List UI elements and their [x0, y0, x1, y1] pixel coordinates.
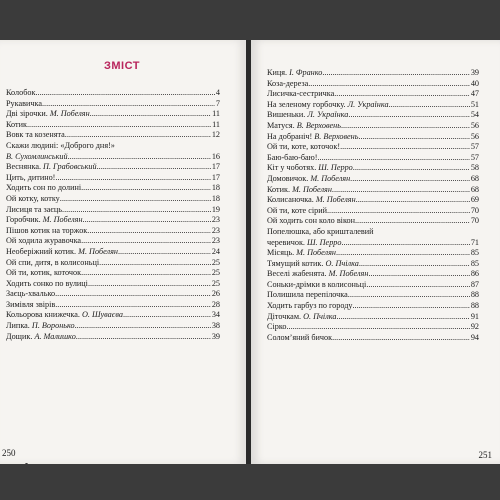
toc-entry-title: Киця. І. Франко [267, 68, 323, 77]
dot-leader [355, 216, 470, 227]
toc-entry [267, 322, 479, 333]
toc-entry-title: Горобчик. М. Побелян [6, 215, 83, 225]
dot-leader [60, 194, 211, 205]
toc-entry [6, 332, 220, 343]
toc-entry [6, 130, 220, 141]
toc-entry-author: П. Воронько [31, 321, 75, 331]
toc-entry-title: Солом’яний бичок [267, 332, 333, 342]
dot-leader [83, 215, 211, 226]
dot-leader [322, 68, 469, 79]
toc-entry-page: 16 [211, 151, 220, 161]
toc-entry [267, 333, 479, 344]
toc-entry-page: 69 [470, 195, 479, 205]
toc-entry-page: 25 [211, 257, 220, 267]
dot-leader [341, 121, 470, 132]
toc-entry-page: 56 [470, 131, 479, 141]
toc-entry-author: В. Сухомлинський [6, 151, 68, 161]
toc-entry-page: 91 [470, 311, 479, 321]
toc-entry [6, 109, 220, 120]
toc-entry-page: 85 [470, 258, 479, 268]
toc-entry [6, 99, 220, 110]
toc-entry [6, 162, 220, 173]
dot-leader [359, 259, 470, 270]
toc-entry-author: В. Верховень [314, 131, 359, 141]
toc-entry-author: А. Малишко [34, 331, 76, 341]
dot-leader [75, 321, 211, 332]
toc-entry-page: 12 [211, 130, 220, 140]
toc-entry-title: Тямущий котик. О. Пчілка [267, 258, 359, 268]
dot-leader [55, 173, 210, 184]
toc-entry-title: Липка. П. Воронько [6, 321, 75, 331]
toc-entry-page: 71 [470, 237, 479, 247]
dot-leader [352, 301, 469, 312]
dot-leader [336, 312, 469, 323]
toc-entry-title: Лисичка-сестричка [267, 89, 335, 99]
toc-right [267, 68, 479, 343]
toc-entry [267, 227, 479, 238]
dot-leader [358, 132, 469, 143]
dot-leader [65, 130, 211, 141]
toc-entry [6, 268, 220, 279]
toc-entry-title: Заєць-хвалько [6, 289, 56, 299]
toc-entry-title: Вишеньки. Л. Українка [267, 110, 349, 120]
toc-entry-title: Ой котку, котку [6, 193, 60, 203]
toc-entry-page: 87 [470, 279, 479, 289]
toc-entry-page: 85 [470, 248, 479, 258]
toc-entry-page: 17 [211, 162, 220, 172]
dot-leader [118, 247, 211, 258]
toc-entry-title: Баю-баю-баю! [267, 152, 318, 162]
toc-entry-page: 11 [212, 109, 220, 119]
toc-entry-title: Колисаночка. М. Побелян [267, 195, 356, 205]
dot-leader [81, 183, 211, 194]
dot-leader [341, 238, 469, 249]
toc-entry-author: М. Побелян [296, 248, 336, 258]
dot-leader [336, 248, 470, 259]
toc-entry-author: М. Побелян [315, 195, 356, 205]
toc-entry-title: Лисиця та заєць [6, 204, 63, 214]
toc-entry-page: 68 [470, 184, 479, 194]
toc-entry-page: 25 [211, 268, 220, 278]
toc-entry [6, 88, 220, 99]
toc-entry [267, 89, 479, 100]
toc-entry-title: Пішов котик на торжок [6, 225, 88, 235]
toc-entry [267, 248, 479, 259]
toc-entry-author: В. Верховень [296, 120, 341, 130]
toc-entry-page: 23 [211, 225, 220, 235]
toc-entry-title: черевичок. Ш. Перро [267, 237, 342, 247]
toc-entry [6, 215, 220, 226]
toc-entry [6, 258, 220, 269]
toc-entry-title: Необеріжний котик. М. Побелян [6, 246, 118, 256]
dot-leader [356, 195, 470, 206]
toc-entry-title: Скажи людині: «Доброго дня!» [6, 140, 115, 150]
toc-entry-author: Ш. Перро [307, 237, 342, 247]
toc-left [6, 88, 220, 342]
dot-leader [334, 89, 470, 100]
toc-entry [6, 183, 220, 194]
toc-entry-title: Ой спи, дитя, в колисоньці [6, 257, 100, 267]
toc-entry [267, 269, 479, 280]
toc-entry-title: Ходить гарбуз по городу [267, 301, 353, 311]
toc-entry-page: 92 [470, 322, 479, 332]
toc-entry-title: Полишила перепілочка [267, 290, 348, 300]
dot-leader [348, 110, 469, 121]
toc-entry-title: Веснянка. П. Грабовський [6, 162, 97, 172]
toc-entry-page: 58 [470, 163, 479, 173]
toc-entry-author: М. Побелян [310, 173, 351, 183]
toc-entry-author: О. Пчілка [325, 258, 359, 268]
dot-leader [123, 310, 211, 321]
dot-leader [287, 322, 470, 333]
toc-entry [6, 321, 220, 332]
toc-entry-page: 56 [470, 120, 479, 130]
toc-entry-title: Коза-дереза [267, 78, 309, 88]
dot-leader [332, 333, 470, 344]
toc-entry-page: 24 [211, 246, 220, 256]
toc-entry-author: Ш. Перро [318, 163, 353, 173]
dot-leader [340, 142, 470, 153]
toc-entry-page: 57 [470, 152, 479, 162]
page-number-left: 250 [2, 448, 16, 458]
toc-entry-title: Діточкам. О. Пчілка [267, 311, 337, 321]
toc-entry-title: Сірко [267, 322, 287, 332]
toc-entry-page: 26 [211, 289, 220, 299]
toc-entry [267, 68, 479, 79]
toc-entry [6, 236, 220, 247]
toc-entry-author: М. Побелян [42, 215, 83, 225]
toc-entry-page: 18 [211, 183, 220, 193]
dot-leader [87, 226, 211, 237]
contents-title: ЗМІСТ [104, 60, 140, 72]
toc-entry [6, 173, 220, 184]
toc-entry [6, 141, 220, 152]
dot-leader [90, 109, 211, 120]
toc-entry-page: 70 [470, 216, 479, 226]
toc-entry-author: І. Франко [289, 68, 323, 77]
toc-entry-title: Ой ти, котик, коточок [6, 268, 82, 278]
dot-leader [332, 185, 470, 196]
toc-entry-title: Рукавичка [6, 98, 42, 108]
toc-entry [267, 301, 479, 312]
toc-entry-title: Місяць. М. Побелян [267, 248, 336, 258]
toc-entry-page: 47 [470, 89, 479, 99]
toc-entry-page: 70 [470, 205, 479, 215]
toc-entry-author: М. Побелян [328, 269, 369, 279]
toc-entry [267, 312, 479, 323]
toc-entry [267, 79, 479, 90]
toc-entry [6, 194, 220, 205]
toc-entry-title: Зимівля звірів [6, 299, 56, 309]
toc-entry-title: Котик. М. Побелян [267, 184, 332, 194]
page-mark [25, 463, 28, 464]
dot-leader [366, 280, 470, 291]
toc-entry-title: Попелюшка, або кришталевий [267, 226, 374, 236]
toc-entry-title: Ой ходила журавочка [6, 236, 82, 246]
toc-entry-page: 57 [470, 142, 479, 152]
toc-entry-page: 11 [212, 119, 220, 129]
toc-entry-author: Л. Українка [347, 99, 389, 109]
toc-entry-page: 23 [211, 215, 220, 225]
toc-entry-title: Соньки-дрімки в колисоньці [267, 279, 367, 289]
toc-entry-page: 68 [470, 173, 479, 183]
toc-entry-page: 4 [215, 88, 220, 97]
toc-entry-title: Ходить сонко по вулиці [6, 278, 88, 288]
toc-entry-title: Кіт у чоботях. Ш. Перро [267, 163, 353, 173]
toc-entry-page: 88 [470, 290, 479, 300]
toc-entry [267, 290, 479, 301]
toc-entry [267, 259, 479, 270]
dot-leader [327, 206, 470, 217]
dot-leader [55, 300, 211, 311]
toc-entry-page: 88 [470, 301, 479, 311]
toc-entry-page: 38 [211, 321, 220, 331]
toc-entry-title: Цить, дитино! [6, 172, 56, 182]
toc-entry-title: Ходить сон по долині [6, 183, 82, 193]
toc-entry-title: Кольорова книжечка. О. Шуваєва [6, 310, 123, 320]
toc-entry [267, 206, 479, 217]
dot-leader [317, 153, 469, 164]
toc-entry [267, 132, 479, 143]
toc-entry-page: 51 [470, 99, 479, 109]
dot-leader [35, 88, 214, 99]
toc-entry-page: 19 [211, 204, 220, 214]
toc-entry [6, 247, 220, 258]
toc-entry-page: 28 [211, 299, 220, 309]
toc-entry [267, 280, 479, 291]
toc-entry [6, 279, 220, 290]
toc-entry [267, 185, 479, 196]
toc-entry [267, 238, 479, 249]
dot-leader [68, 152, 211, 163]
toc-entry-title: Ой ти, коте сірий [267, 205, 327, 215]
toc-entry-page: 34 [211, 310, 220, 320]
dot-leader [368, 269, 469, 280]
toc-entry-title: На добраніч! В. Верховень [267, 131, 359, 141]
toc-entry-author: П. Грабовський [43, 162, 97, 172]
dot-leader [55, 289, 211, 300]
toc-entry [6, 120, 220, 131]
toc-entry-title: Ой ходить сон коло вікон [267, 216, 355, 226]
dot-leader [99, 258, 211, 269]
dot-leader [62, 205, 211, 216]
toc-entry-title: Дощик. А. Малишко [6, 331, 76, 341]
toc-entry-title [6, 152, 68, 163]
toc-entry [267, 110, 479, 121]
toc-entry-author: Л. Українка [307, 110, 349, 120]
toc-entry [267, 142, 479, 153]
toc-entry-author: О. Шуваєва [82, 310, 123, 320]
toc-entry-page: 86 [470, 269, 479, 279]
dot-leader [27, 120, 211, 131]
toc-entry [267, 174, 479, 185]
toc-entry [6, 205, 220, 216]
toc-entry-title: Дві зірочки. М. Побелян [6, 109, 90, 119]
toc-entry-title: Вовк та козенята [6, 130, 65, 140]
toc-entry-page: 40 [470, 78, 479, 88]
toc-entry [6, 226, 220, 237]
toc-entry-page: 7 [215, 98, 220, 108]
toc-entry-page: 23 [211, 236, 220, 246]
dot-leader [353, 163, 470, 174]
toc-entry [267, 100, 479, 111]
toc-entry-page: 17 [211, 172, 220, 182]
toc-entry [6, 310, 220, 321]
toc-entry-title: На зеленому горбочку. Л. Українка [267, 99, 389, 109]
toc-entry [6, 300, 220, 311]
toc-entry [267, 153, 479, 164]
toc-entry [267, 216, 479, 227]
toc-entry-title: Веселі жабенята. М. Побелян [267, 269, 369, 279]
toc-entry-page: 18 [211, 193, 220, 203]
dot-leader [42, 99, 215, 110]
toc-entry [267, 121, 479, 132]
toc-entry-author: О. Пчілка [303, 311, 337, 321]
toc-entry [6, 152, 220, 163]
dot-leader [308, 79, 470, 90]
dot-leader [350, 174, 470, 185]
toc-entry-page: 94 [470, 332, 479, 342]
toc-entry-title: Колобок [6, 88, 36, 97]
dot-leader [81, 268, 211, 279]
toc-entry-title: Домовичок. М. Побелян [267, 173, 351, 183]
toc-entry-author: М. Побелян [292, 184, 332, 194]
toc-entry-author: М. Побелян [78, 246, 118, 256]
dot-leader [348, 290, 470, 301]
toc-entry-page: 25 [211, 278, 220, 288]
dot-leader [81, 236, 211, 247]
dot-leader [389, 100, 470, 111]
dot-leader [76, 332, 211, 343]
toc-entry [6, 289, 220, 300]
dot-leader [88, 279, 211, 290]
page-number-right: 251 [478, 450, 492, 460]
right-page [251, 40, 500, 464]
toc-entry-page: 39 [211, 331, 220, 341]
toc-entry-page: 39 [470, 68, 479, 77]
toc-entry-title: Матуся. В. Верховень [267, 120, 341, 130]
toc-entry-page: 54 [470, 110, 479, 120]
left-page [0, 40, 246, 464]
toc-entry [267, 195, 479, 206]
toc-entry-title: Ой ти, коте, коточок! [267, 142, 341, 152]
toc-entry-author: М. Побелян [49, 109, 90, 119]
toc-entry [267, 163, 479, 174]
dot-leader [97, 162, 211, 173]
toc-entry-title: Котик [6, 119, 27, 129]
